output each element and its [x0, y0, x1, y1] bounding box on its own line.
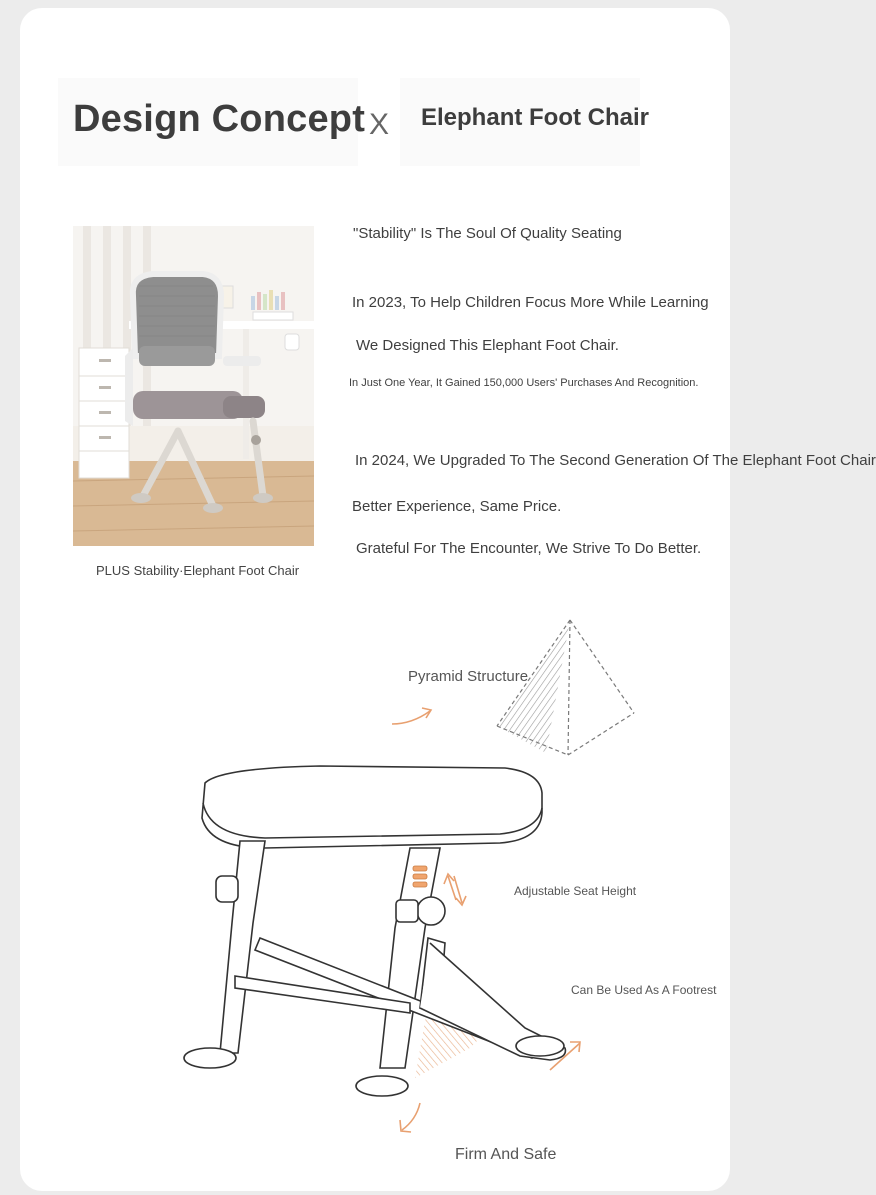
- content-card: [20, 8, 876, 1191]
- firm-safe-label: Firm And Safe: [455, 1146, 557, 1163]
- height-adjust-arrow-icon: [444, 874, 466, 905]
- adjustable-seat-label: Adjustable Seat Height: [514, 884, 637, 898]
- story-line-4: In Just One Year, It Gained 150,000 Users' Purchases And Recognition.: [349, 377, 699, 389]
- story-line-2: In 2023, To Help Children Focus More While Learning: [352, 294, 709, 311]
- page-title: Design Concept: [73, 98, 366, 140]
- product-subtitle: Elephant Foot Chair: [421, 104, 649, 131]
- story-line-6: Better Experience, Same Price.: [352, 498, 562, 515]
- story-line-7: Grateful For The Encounter, We Strive To Do Better.: [356, 540, 702, 557]
- footrest-label: Can Be Used As A Footrest: [571, 983, 717, 997]
- stool-seat: [202, 766, 542, 848]
- story-line-1: "Stability" Is The Soul Of Quality Seating: [353, 225, 622, 242]
- stool-structure-diagram: [20, 8, 730, 1191]
- pyramid-structure-label: Pyramid Structure: [408, 668, 529, 685]
- title-separator: X: [369, 108, 390, 141]
- story-line-3: We Designed This Elephant Foot Chair.: [356, 337, 619, 354]
- photo-caption: PLUS Stability·Elephant Foot Chair: [96, 563, 300, 578]
- curved-arrow-icon: [392, 711, 430, 724]
- firm-safe-arrow-icon: [400, 1103, 420, 1132]
- story-line-5: In 2024, We Upgraded To The Second Generation Of The Elephant Foot Chair: [355, 452, 876, 469]
- stool-legs: [220, 841, 565, 1068]
- pyramid-icon: [497, 620, 634, 755]
